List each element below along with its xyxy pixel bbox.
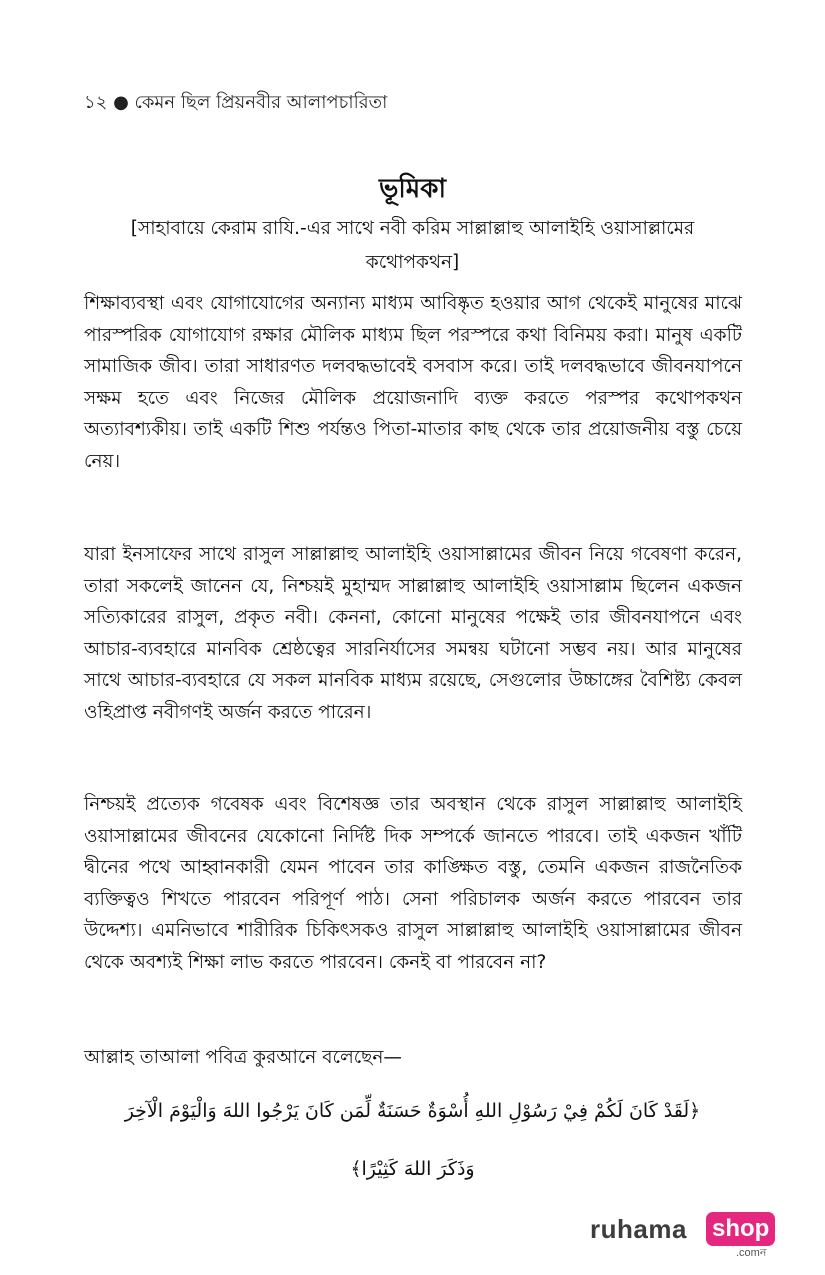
paragraph-4: আল্লাহ তাআলা পবিত্র কুরআনে বলেছেন—: [84, 1047, 402, 1068]
paragraph-3: নিশ্চয়ই প্রত্যেক গবেষক এবং বিশেষজ্ঞ তার অবস্থান থেকে রাসুল সাল্লাল্লাহু আলাইহি ওয়াসাল্লামের জীবনের যেকোনো নির্দিষ্ট দিক সম্পর্কে জানতে পারবে। তাই একজন খাঁটি দ্বীনের পথে আহ্বানকারী যেমন পাবেন তার কাঙ্ক্ষিত বস্তু, তেমনি একজন রাজনৈতিক ব্যক্তিত্বও শিখতে পারবেন পরিপূর্ণ পাঠ। সেনা পরিচালক অর্জন করতে পারবেন তার উদ্দেশ্য। এমনিভাবে শারীরিক চিকিৎসকও রাসুল সাল্লাল্লাহু আলাইহি ওয়াসাল্লামের জীবন থেকে অবশ্যই শিক্ষা লাভ করতে পারবেন। কেনই বা পারবেন না?: [84, 794, 742, 973]
running-head: ১২ ● কেমন ছিল প্রিয়নবীর আলাপচারিতা: [84, 92, 388, 113]
quran-verse-line-2: وَذَكَرَ اللهَ كَثِيْرًا﴾: [350, 1158, 475, 1180]
quran-verse-line-1: ﴿لَقَدْ كَانَ لَكُمْ فِيْ رَسُوْلِ اللهِ أُسْوَةٌ حَسَنَةٌ لِّمَن كَانَ يَرْجُوا اللهَ وَالْيَوْمَ الْآخِرَ: [124, 1100, 701, 1122]
paragraph-2: যারা ইনসাফের সাথে রাসুল সাল্লাল্লাহু আলাইহি ওয়াসাল্লামের জীবন নিয়ে গবেষণা করেন, তারা সকলেই জানেন যে, নিশ্চয়ই মুহাম্মদ সাল্লাল্লাহু আলাইহি ওয়াসাল্লাম ছিলেন একজন সত্যিকারের রাসুল, প্রকৃত নবী। কেননা, কোনো মানুষের পক্ষেই তার জীবনযাপনে এবং আচার-ব্যবহারে মানবিক শ্রেষ্ঠত্বের সারনির্যাসের সমন্বয় ঘটানো সম্ভব নয়। আর মানুষের সাথে আচার-ব্যবহারে যে সকল মানবিক মাধ্যম রয়েছে, সেগুলোর উচ্চাঙ্গের বৈশিষ্ট্য কেবল ওহিপ্রাপ্ত নবীগণই অর্জন করতে পারেন।: [84, 544, 742, 723]
logo-shop-badge: shop: [706, 1212, 775, 1246]
ruhamashop-logo: [590, 1210, 780, 1259]
logo-wordmark: ruhama: [590, 1214, 687, 1244]
section-subtitle: [সাহাবায়ে কেরাম রাযি.-এর সাথে নবী করিম সাল্লাল্লাহু আলাইহি ওয়াসাল্লামের কথোপকথন]: [130, 218, 695, 273]
paragraph-1: শিক্ষাব্যবস্থা এবং যোগাযোগের অন্যান্য মাধ্যম আবিষ্কৃত হওয়ার আগ থেকেই মানুষের মাঝে পারস্পরিক যোগাযোগ রক্ষার মৌলিক মাধ্যম ছিল পরস্পরে কথা বিনিময় করা। মানুষ একটি সামাজিক জীব। তারা সাধারণত দলবদ্ধভাবেই বসবাস করে। তাই দলবদ্ধভাবে জীবনযাপনে সক্ষম হতে এবং নিজের মৌলিক প্রয়োজনাদি ব্যক্ত করতে পরস্পর কথোপকথন অত্যাবশ্যকীয়। তাই একটি শিশু পর্যন্তও পিতা-মাতার কাছ থেকে তার প্রয়োজনীয় বস্তু চেয়ে নেয়।: [84, 293, 742, 472]
logo-domain: .comন: [736, 1247, 767, 1259]
section-title: ভূমিকা: [379, 174, 446, 204]
